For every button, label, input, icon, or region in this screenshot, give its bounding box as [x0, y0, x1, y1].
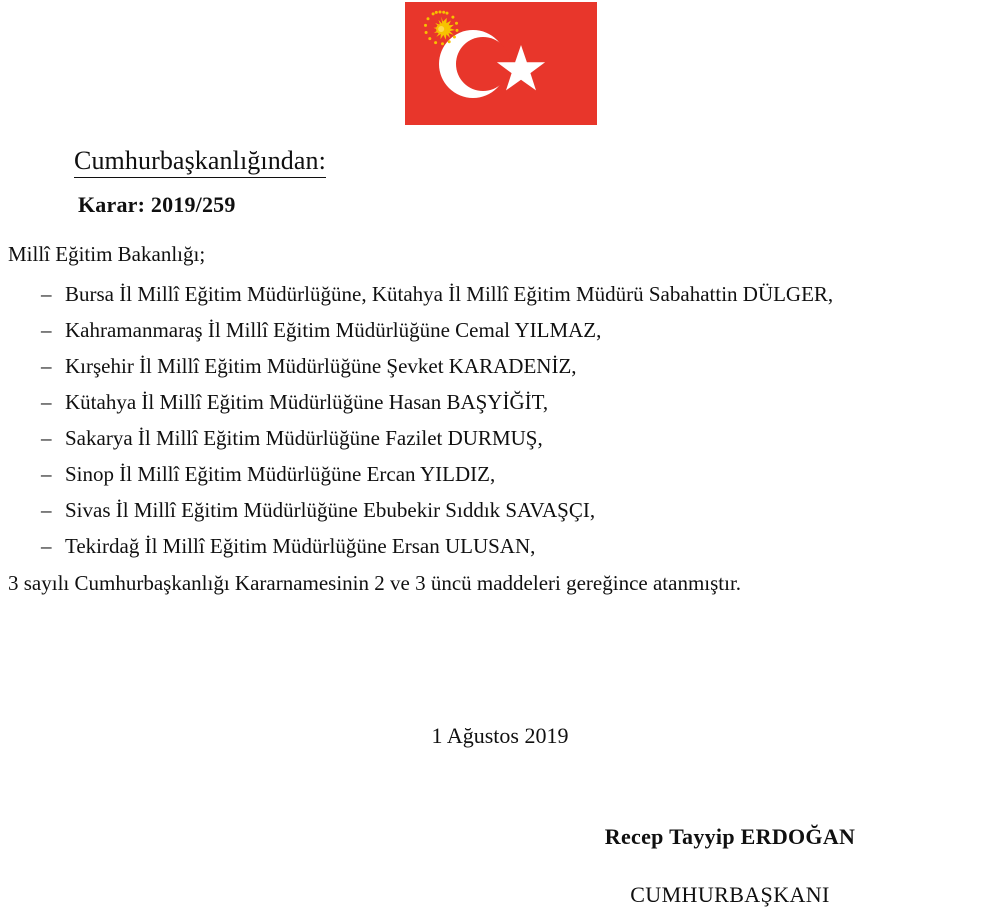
- list-item: [8, 348, 992, 384]
- signature-block: [500, 822, 960, 910]
- decision-date: 1 Ağustos 2019: [431, 723, 569, 748]
- bullet-dash: –: [41, 498, 52, 522]
- signer-title: CUMHURBAŞKANI: [630, 882, 830, 907]
- bullet-dash: –: [41, 318, 52, 342]
- list-item: [8, 528, 992, 564]
- issuing-authority: [74, 145, 326, 177]
- signer-name: Recep Tayyip ERDOĞAN: [604, 824, 856, 849]
- appointment-text: Sinop İl Millî Eğitim Müdürlüğüne Ercan YILDIZ,: [65, 462, 496, 486]
- appointment-text: Kütahya İl Millî Eğitim Müdürlüğüne Hasan BAŞYİĞİT,: [65, 390, 549, 414]
- decree-body: [8, 240, 992, 598]
- appointment-text: Bursa İl Millî Eğitim Müdürlüğüne, Kütahya İl Millî Eğitim Müdürü Sabahattin DÜLGER,: [65, 282, 834, 306]
- bullet-dash: –: [41, 534, 52, 558]
- bullet-dash: –: [41, 354, 52, 378]
- bullet-dash: –: [41, 390, 52, 414]
- list-item: [8, 384, 992, 420]
- bullet-dash: –: [41, 282, 52, 306]
- appointment-text: Sivas İl Millî Eğitim Müdürlüğüne Ebubekir Sıddık SAVAŞÇI,: [65, 498, 596, 522]
- ministry-heading: Millî Eğitim Bakanlığı;: [8, 242, 206, 266]
- list-item: [8, 276, 992, 312]
- appointment-text: Kahramanmaraş İl Millî Eğitim Müdürlüğüne Cemal YILMAZ,: [65, 318, 602, 342]
- list-item: [8, 420, 992, 456]
- appointment-list: [8, 276, 992, 564]
- turkish-flag: [405, 2, 597, 125]
- issuing-authority-text: Cumhurbaşkanlığından:: [74, 146, 326, 178]
- appointment-text: Sakarya İl Millî Eğitim Müdürlüğüne Fazilet DURMUŞ,: [65, 426, 543, 450]
- legal-basis-statement: 3 sayılı Cumhurbaşkanlığı Kararnamesinin 2 ve 3 üncü maddeleri gereğince atanmıştır.: [8, 571, 742, 595]
- list-item: [8, 312, 992, 348]
- bullet-dash: –: [41, 462, 52, 486]
- bullet-dash: –: [41, 426, 52, 450]
- list-item: [8, 492, 992, 528]
- appointment-text: Kırşehir İl Millî Eğitim Müdürlüğüne Şevket KARADENİZ,: [65, 354, 577, 378]
- appointment-text: Tekirdağ İl Millî Eğitim Müdürlüğüne Ersan ULUSAN,: [65, 534, 536, 558]
- turkish-flag-svg: [405, 2, 597, 125]
- list-item: [8, 456, 992, 492]
- decision-number: Karar: 2019/259: [78, 192, 236, 217]
